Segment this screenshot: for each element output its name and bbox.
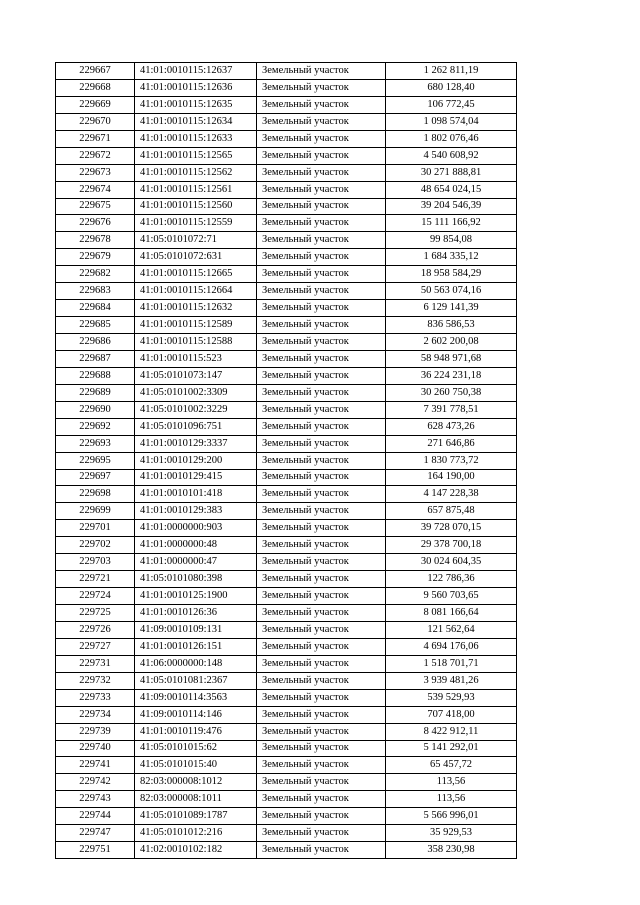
cadastral-number-cell: 41:01:0010115:12559: [135, 215, 257, 232]
object-id-cell: 229733: [56, 689, 135, 706]
object-id-cell: 229688: [56, 367, 135, 384]
object-id-cell: 229668: [56, 79, 135, 96]
object-type-cell: Земельный участок: [257, 384, 386, 401]
table-row: [56, 689, 517, 706]
cadastral-value-cell: 358 230,98: [386, 842, 517, 859]
table-row: [56, 401, 517, 418]
table-row: [56, 672, 517, 689]
object-type-cell: Земельный участок: [257, 605, 386, 622]
cadastral-number-cell: 41:01:0010126:151: [135, 638, 257, 655]
object-id-cell: 229687: [56, 350, 135, 367]
table-row: [56, 452, 517, 469]
table-row: [56, 706, 517, 723]
cadastral-value-cell: 8 422 912,11: [386, 723, 517, 740]
cadastral-value-cell: 1 098 574,04: [386, 113, 517, 130]
cadastral-number-cell: 41:01:0010115:12633: [135, 130, 257, 147]
object-id-cell: 229702: [56, 537, 135, 554]
cadastral-value-cell: 4 540 608,92: [386, 147, 517, 164]
cadastral-value-cell: 1 830 773,72: [386, 452, 517, 469]
cadastral-number-cell: 41:01:0010115:12664: [135, 283, 257, 300]
document-page: [55, 62, 515, 859]
cadastral-number-cell: 41:01:0010125:1900: [135, 588, 257, 605]
cadastral-value-cell: 35 929,53: [386, 825, 517, 842]
cadastral-value-cell: 48 654 024,15: [386, 181, 517, 198]
table-row: [56, 96, 517, 113]
object-id-cell: 229684: [56, 300, 135, 317]
table-row: [56, 537, 517, 554]
object-type-cell: Земельный участок: [257, 571, 386, 588]
cadastral-number-cell: 41:01:0010115:12562: [135, 164, 257, 181]
cadastral-number-cell: 41:05:0101015:40: [135, 757, 257, 774]
object-type-cell: Земельный участок: [257, 520, 386, 537]
object-type-cell: Земельный участок: [257, 266, 386, 283]
cadastral-number-cell: 41:01:0010115:12565: [135, 147, 257, 164]
object-id-cell: 229683: [56, 283, 135, 300]
object-type-cell: Земельный участок: [257, 621, 386, 638]
cadastral-number-cell: 41:01:0010115:12635: [135, 96, 257, 113]
object-id-cell: 229747: [56, 825, 135, 842]
object-type-cell: Земельный участок: [257, 469, 386, 486]
object-type-cell: Земельный участок: [257, 79, 386, 96]
cadastral-number-cell: 41:05:0101072:631: [135, 249, 257, 266]
object-type-cell: Земельный участок: [257, 130, 386, 147]
cadastral-number-cell: 41:01:0010126:36: [135, 605, 257, 622]
object-type-cell: Земельный участок: [257, 435, 386, 452]
table-row: [56, 774, 517, 791]
object-id-cell: 229731: [56, 655, 135, 672]
cadastral-number-cell: 41:01:0010119:476: [135, 723, 257, 740]
object-type-cell: Земельный участок: [257, 317, 386, 334]
object-id-cell: 229751: [56, 842, 135, 859]
object-id-cell: 229695: [56, 452, 135, 469]
table-row: [56, 367, 517, 384]
cadastral-number-cell: 41:01:0010115:12634: [135, 113, 257, 130]
object-type-cell: Земельный участок: [257, 537, 386, 554]
object-type-cell: Земельный участок: [257, 757, 386, 774]
table-row: [56, 588, 517, 605]
object-type-cell: Земельный участок: [257, 350, 386, 367]
table-body: [56, 63, 517, 859]
cadastral-number-cell: 41:01:0010129:3337: [135, 435, 257, 452]
object-id-cell: 229739: [56, 723, 135, 740]
object-type-cell: Земельный участок: [257, 825, 386, 842]
object-type-cell: Земельный участок: [257, 706, 386, 723]
cadastral-number-cell: 41:09:0010114:146: [135, 706, 257, 723]
cadastral-value-cell: 50 563 074,16: [386, 283, 517, 300]
cadastral-value-cell: 5 141 292,01: [386, 740, 517, 757]
table-row: [56, 215, 517, 232]
table-row: [56, 113, 517, 130]
cadastral-value-cell: 121 562,64: [386, 621, 517, 638]
object-type-cell: Земельный участок: [257, 181, 386, 198]
object-id-cell: 229676: [56, 215, 135, 232]
cadastral-number-cell: 41:02:0010102:182: [135, 842, 257, 859]
table-row: [56, 334, 517, 351]
object-id-cell: 229685: [56, 317, 135, 334]
cadastral-value-cell: 113,56: [386, 791, 517, 808]
table-row: [56, 350, 517, 367]
cadastral-value-cell: 113,56: [386, 774, 517, 791]
object-id-cell: 229678: [56, 232, 135, 249]
object-type-cell: Земельный участок: [257, 638, 386, 655]
land-plot-table: [55, 62, 517, 859]
object-id-cell: 229667: [56, 63, 135, 80]
object-type-cell: Земельный участок: [257, 249, 386, 266]
table-row: [56, 300, 517, 317]
table-row: [56, 418, 517, 435]
cadastral-value-cell: 39 204 546,39: [386, 198, 517, 215]
object-id-cell: 229672: [56, 147, 135, 164]
cadastral-number-cell: 41:09:0010109:131: [135, 621, 257, 638]
cadastral-number-cell: 41:05:0101015:62: [135, 740, 257, 757]
object-type-cell: Земельный участок: [257, 215, 386, 232]
object-type-cell: Земельный участок: [257, 232, 386, 249]
object-id-cell: 229725: [56, 605, 135, 622]
object-type-cell: Земельный участок: [257, 418, 386, 435]
cadastral-value-cell: 8 081 166,64: [386, 605, 517, 622]
object-id-cell: 229703: [56, 554, 135, 571]
object-type-cell: Земельный участок: [257, 486, 386, 503]
cadastral-value-cell: 539 529,93: [386, 689, 517, 706]
object-id-cell: 229673: [56, 164, 135, 181]
table-row: [56, 181, 517, 198]
object-type-cell: Земельный участок: [257, 300, 386, 317]
cadastral-value-cell: 2 602 200,08: [386, 334, 517, 351]
cadastral-number-cell: 41:01:0010115:12588: [135, 334, 257, 351]
table-row: [56, 469, 517, 486]
cadastral-value-cell: 30 024 604,35: [386, 554, 517, 571]
object-type-cell: Земельный участок: [257, 842, 386, 859]
cadastral-value-cell: 271 646,86: [386, 435, 517, 452]
object-id-cell: 229742: [56, 774, 135, 791]
cadastral-value-cell: 164 190,00: [386, 469, 517, 486]
object-type-cell: Земельный участок: [257, 63, 386, 80]
object-type-cell: Земельный участок: [257, 401, 386, 418]
table-row: [56, 283, 517, 300]
cadastral-value-cell: 18 958 584,29: [386, 266, 517, 283]
table-row: [56, 384, 517, 401]
object-type-cell: Земельный участок: [257, 198, 386, 215]
object-id-cell: 229699: [56, 503, 135, 520]
cadastral-value-cell: 6 129 141,39: [386, 300, 517, 317]
table-row: [56, 554, 517, 571]
table-row: [56, 791, 517, 808]
object-id-cell: 229744: [56, 808, 135, 825]
cadastral-value-cell: 1 518 701,71: [386, 655, 517, 672]
object-id-cell: 229669: [56, 96, 135, 113]
table-row: [56, 147, 517, 164]
cadastral-value-cell: 122 786,36: [386, 571, 517, 588]
table-row: [56, 723, 517, 740]
cadastral-number-cell: 82:03:000008:1012: [135, 774, 257, 791]
object-type-cell: Земельный участок: [257, 554, 386, 571]
cadastral-value-cell: 1 262 811,19: [386, 63, 517, 80]
cadastral-value-cell: 836 586,53: [386, 317, 517, 334]
cadastral-number-cell: 41:01:0010115:12560: [135, 198, 257, 215]
cadastral-value-cell: 29 378 700,18: [386, 537, 517, 554]
table-row: [56, 266, 517, 283]
cadastral-number-cell: 41:01:0000000:903: [135, 520, 257, 537]
cadastral-number-cell: 41:01:0010101:418: [135, 486, 257, 503]
cadastral-number-cell: 41:01:0010115:12589: [135, 317, 257, 334]
table-row: [56, 740, 517, 757]
object-id-cell: 229726: [56, 621, 135, 638]
object-id-cell: 229682: [56, 266, 135, 283]
cadastral-value-cell: 15 111 166,92: [386, 215, 517, 232]
table-row: [56, 317, 517, 334]
cadastral-number-cell: 41:05:0101012:216: [135, 825, 257, 842]
object-id-cell: 229675: [56, 198, 135, 215]
object-id-cell: 229721: [56, 571, 135, 588]
cadastral-number-cell: 41:01:0000000:47: [135, 554, 257, 571]
table-row: [56, 655, 517, 672]
cadastral-value-cell: 4 694 176,06: [386, 638, 517, 655]
cadastral-number-cell: 41:01:0010115:12637: [135, 63, 257, 80]
object-type-cell: Земельный участок: [257, 113, 386, 130]
table-row: [56, 808, 517, 825]
table-row: [56, 198, 517, 215]
cadastral-value-cell: 707 418,00: [386, 706, 517, 723]
table-row: [56, 249, 517, 266]
cadastral-value-cell: 30 260 750,38: [386, 384, 517, 401]
object-type-cell: Земельный участок: [257, 283, 386, 300]
cadastral-number-cell: 41:05:0101081:2367: [135, 672, 257, 689]
cadastral-value-cell: 4 147 228,38: [386, 486, 517, 503]
table-row: [56, 757, 517, 774]
cadastral-value-cell: 657 875,48: [386, 503, 517, 520]
object-type-cell: Земельный участок: [257, 774, 386, 791]
object-type-cell: Земельный участок: [257, 367, 386, 384]
cadastral-number-cell: 41:01:0000000:48: [135, 537, 257, 554]
table-row: [56, 63, 517, 80]
cadastral-value-cell: 1 684 335,12: [386, 249, 517, 266]
object-type-cell: Земельный участок: [257, 503, 386, 520]
object-id-cell: 229727: [56, 638, 135, 655]
object-id-cell: 229693: [56, 435, 135, 452]
cadastral-number-cell: 41:01:0010115:12561: [135, 181, 257, 198]
cadastral-number-cell: 41:01:0010129:415: [135, 469, 257, 486]
object-id-cell: 229671: [56, 130, 135, 147]
object-id-cell: 229741: [56, 757, 135, 774]
object-id-cell: 229692: [56, 418, 135, 435]
cadastral-value-cell: 39 728 070,15: [386, 520, 517, 537]
object-type-cell: Земельный участок: [257, 164, 386, 181]
cadastral-number-cell: 41:01:0010115:523: [135, 350, 257, 367]
object-id-cell: 229740: [56, 740, 135, 757]
object-id-cell: 229690: [56, 401, 135, 418]
object-type-cell: Земельный участок: [257, 334, 386, 351]
object-type-cell: Земельный участок: [257, 740, 386, 757]
object-id-cell: 229670: [56, 113, 135, 130]
object-id-cell: 229732: [56, 672, 135, 689]
table-row: [56, 605, 517, 622]
object-type-cell: Земельный участок: [257, 96, 386, 113]
cadastral-number-cell: 41:05:0101089:1787: [135, 808, 257, 825]
table-row: [56, 130, 517, 147]
cadastral-number-cell: 41:01:0010115:12665: [135, 266, 257, 283]
cadastral-number-cell: 41:01:0010129:383: [135, 503, 257, 520]
object-id-cell: 229698: [56, 486, 135, 503]
cadastral-number-cell: 41:05:0101080:398: [135, 571, 257, 588]
object-type-cell: Земельный участок: [257, 588, 386, 605]
table-row: [56, 79, 517, 96]
table-row: [56, 232, 517, 249]
object-id-cell: 229674: [56, 181, 135, 198]
cadastral-value-cell: 58 948 971,68: [386, 350, 517, 367]
table-row: [56, 621, 517, 638]
cadastral-value-cell: 106 772,45: [386, 96, 517, 113]
cadastral-number-cell: 41:05:0101002:3309: [135, 384, 257, 401]
object-type-cell: Земельный участок: [257, 147, 386, 164]
object-id-cell: 229734: [56, 706, 135, 723]
object-type-cell: Земельный участок: [257, 791, 386, 808]
object-id-cell: 229686: [56, 334, 135, 351]
cadastral-value-cell: 7 391 778,51: [386, 401, 517, 418]
object-type-cell: Земельный участок: [257, 452, 386, 469]
table-row: [56, 825, 517, 842]
cadastral-number-cell: 41:09:0010114:3563: [135, 689, 257, 706]
table-row: [56, 435, 517, 452]
object-type-cell: Земельный участок: [257, 689, 386, 706]
cadastral-number-cell: 41:01:0010115:12632: [135, 300, 257, 317]
cadastral-value-cell: 1 802 076,46: [386, 130, 517, 147]
table-row: [56, 164, 517, 181]
cadastral-number-cell: 41:05:0101072:71: [135, 232, 257, 249]
object-type-cell: Земельный участок: [257, 655, 386, 672]
table-row: [56, 503, 517, 520]
cadastral-number-cell: 41:05:0101096:751: [135, 418, 257, 435]
cadastral-number-cell: 41:05:0101002:3229: [135, 401, 257, 418]
cadastral-number-cell: 41:06:0000000:148: [135, 655, 257, 672]
table-row: [56, 520, 517, 537]
cadastral-value-cell: 99 854,08: [386, 232, 517, 249]
cadastral-number-cell: 41:01:0010129:200: [135, 452, 257, 469]
cadastral-number-cell: 41:05:0101073:147: [135, 367, 257, 384]
cadastral-value-cell: 30 271 888,81: [386, 164, 517, 181]
cadastral-number-cell: 82:03:000008:1011: [135, 791, 257, 808]
cadastral-value-cell: 5 566 996,01: [386, 808, 517, 825]
object-type-cell: Земельный участок: [257, 672, 386, 689]
object-id-cell: 229697: [56, 469, 135, 486]
object-id-cell: 229701: [56, 520, 135, 537]
object-id-cell: 229679: [56, 249, 135, 266]
object-id-cell: 229743: [56, 791, 135, 808]
object-id-cell: 229724: [56, 588, 135, 605]
cadastral-value-cell: 65 457,72: [386, 757, 517, 774]
cadastral-value-cell: 9 560 703,65: [386, 588, 517, 605]
table-row: [56, 571, 517, 588]
cadastral-value-cell: 36 224 231,18: [386, 367, 517, 384]
table-row: [56, 842, 517, 859]
object-id-cell: 229689: [56, 384, 135, 401]
table-row: [56, 486, 517, 503]
cadastral-value-cell: 3 939 481,26: [386, 672, 517, 689]
cadastral-value-cell: 628 473,26: [386, 418, 517, 435]
table-row: [56, 638, 517, 655]
object-type-cell: Земельный участок: [257, 723, 386, 740]
cadastral-value-cell: 680 128,40: [386, 79, 517, 96]
object-type-cell: Земельный участок: [257, 808, 386, 825]
cadastral-number-cell: 41:01:0010115:12636: [135, 79, 257, 96]
